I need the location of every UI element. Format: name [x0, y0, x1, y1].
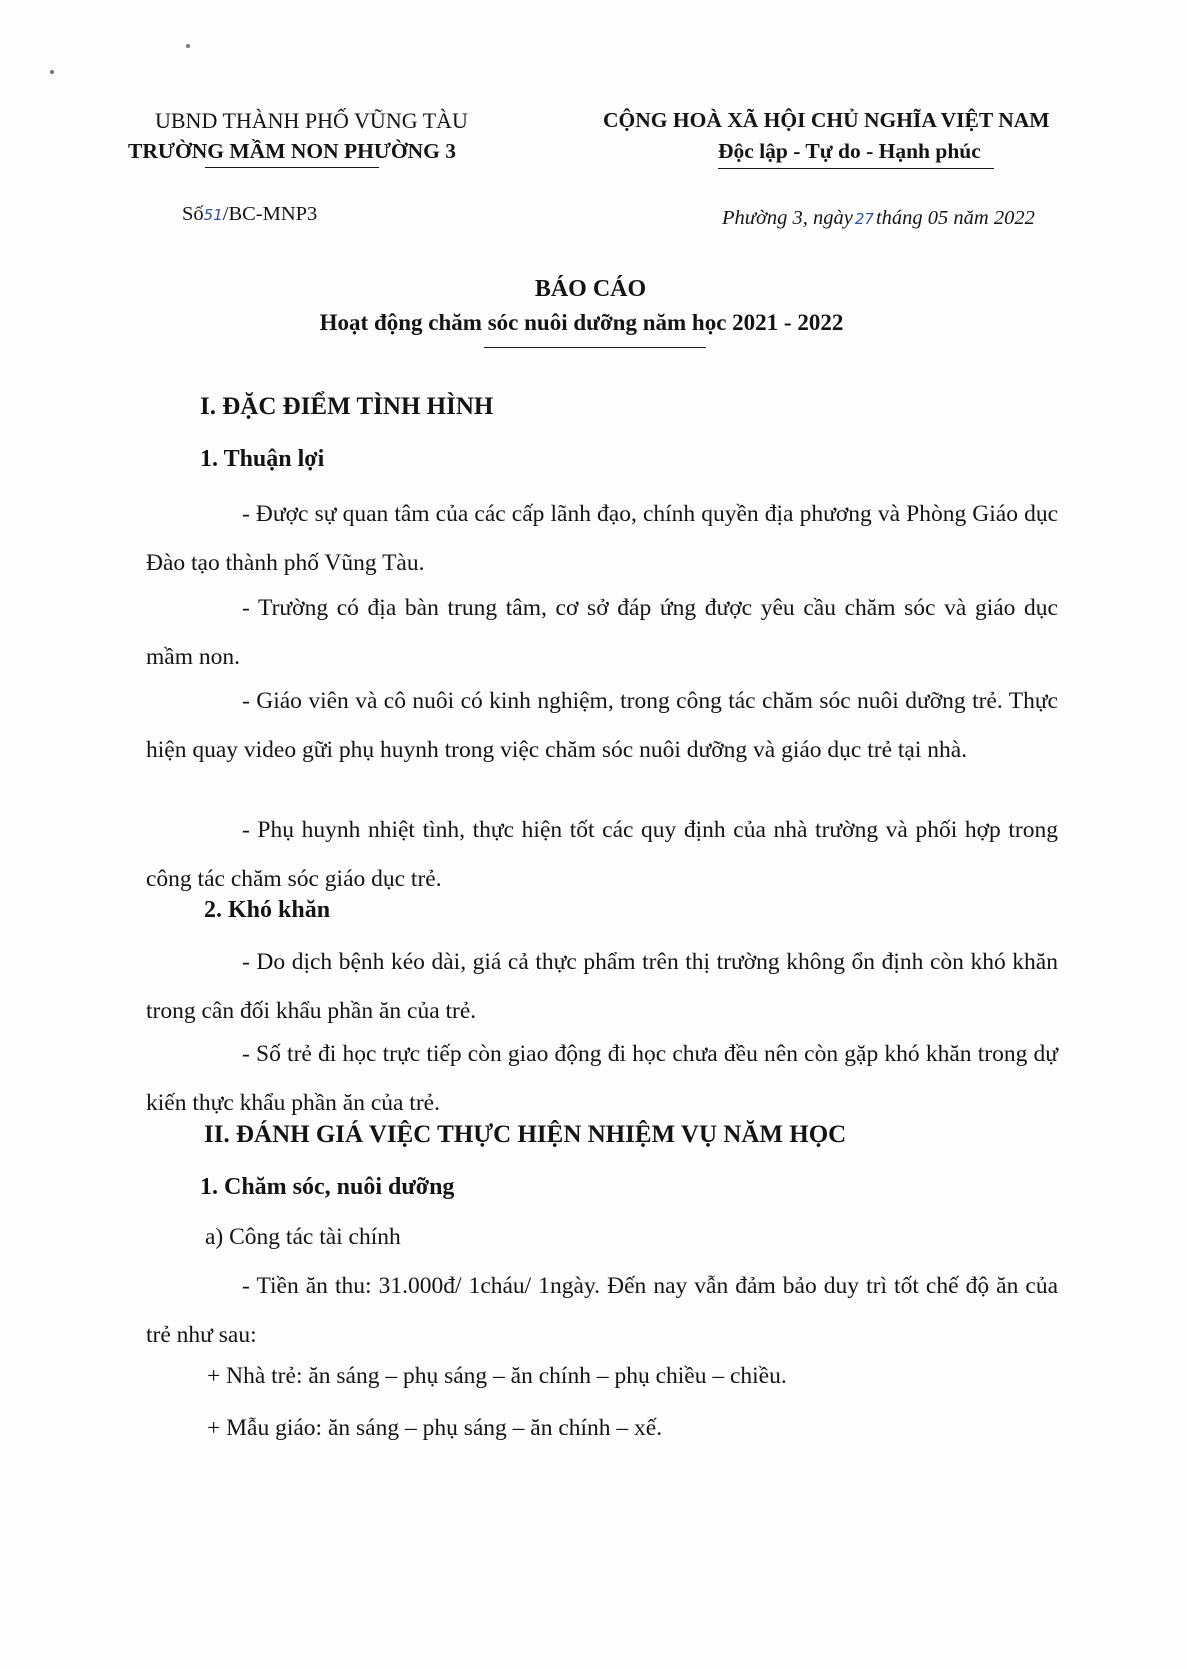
paragraph-difficulty-2: - Số trẻ đi học trực tiếp còn giao động đi học chưa đều nên còn gặp khó khăn trong dự kiến thực khẩu phần ăn của trẻ.: [146, 1041, 1058, 1116]
paragraph-difficulty-1: - Do dịch bệnh kéo dài, giá cả thực phẩm trên thị trường không ổn định còn khó khăn trong cân đối khẩu phần ăn của trẻ.: [146, 949, 1058, 1024]
paragraph-meal-fee: - Tiền ăn thu: 31.000đ/ 1cháu/ 1ngày. Đến nay vẫn đảm bảo duy trì tốt chế độ ăn của trẻ như sau:: [146, 1273, 1058, 1348]
bullet-kindergarten-meals: + Mẫu giáo: ăn sáng – phụ sáng – ăn chính – xế.: [207, 1415, 663, 1441]
item-finance: a) Công tác tài chính: [205, 1224, 401, 1250]
bullet-nursery-meals: + Nhà trẻ: ăn sáng – phụ sáng – ăn chính – phụ chiều – chiều.: [207, 1363, 787, 1389]
school-name-underline: [205, 167, 379, 168]
doc-number-suffix: /BC-MNP3: [222, 203, 318, 225]
section-heading-2: II. ĐÁNH GIÁ VIỆC THỰC HIỆN NHIỆM VỤ NĂM HỌC: [204, 1121, 847, 1148]
national-title: CỘNG HOÀ XÃ HỘI CHỦ NGHĨA VIỆT NAM: [603, 108, 1050, 132]
title-underline: [484, 347, 706, 348]
scan-speck: [186, 44, 190, 48]
report-title: BÁO CÁO: [534, 276, 647, 302]
paragraph-advantage-3: - Giáo viên và cô nuôi có kinh nghiệm, trong công tác chăm sóc nuôi dưỡng trẻ. Thực hiện quay video gữi phụ huynh trong việc chăm sóc nuôi dưỡng và giáo dục trẻ tại nhà.: [146, 688, 1058, 763]
document-date: [722, 207, 1035, 230]
date-suffix: tháng 05 năm 2022: [875, 207, 1035, 229]
subsection-care-nutrition: 1. Chăm sóc, nuôi dưỡng: [200, 1174, 455, 1200]
date-prefix: Phường 3, ngày: [722, 207, 853, 229]
document-number: [182, 203, 317, 226]
date-day-handwritten: 27: [854, 210, 874, 228]
section-heading-1: I. ĐẶC ĐIỂM TÌNH HÌNH: [200, 393, 494, 420]
school-name: TRƯỜNG MẦM NON PHƯỜNG 3: [128, 139, 457, 163]
scan-speck: [50, 70, 54, 74]
agency-name: UBND THÀNH PHỐ VŨNG TÀU: [155, 108, 468, 133]
national-motto: Độc lập - Tự do - Hạnh phúc: [718, 139, 981, 163]
report-subtitle: Hoạt động chăm sóc nuôi dưỡng năm học 2021 - 2022: [319, 310, 844, 335]
subsection-advantages: 1. Thuận lợi: [200, 446, 325, 472]
subsection-difficulties: 2. Khó khăn: [204, 897, 331, 923]
paragraph-advantage-4: - Phụ huynh nhiệt tình, thực hiện tốt các quy định của nhà trường và phối hợp trong công tác chăm sóc giáo dục trẻ.: [146, 817, 1058, 892]
doc-number-handwritten: 51: [203, 206, 223, 224]
national-motto-underline: [718, 168, 994, 169]
doc-number-prefix: Số: [182, 203, 204, 225]
paragraph-advantage-1: - Được sự quan tâm của các cấp lãnh đạo, chính quyền địa phương và Phòng Giáo dục Đào tạo thành phố Vũng Tàu.: [146, 501, 1058, 576]
paragraph-advantage-2: - Trường có địa bàn trung tâm, cơ sở đáp ứng được yêu cầu chăm sóc và giáo dục mầm non.: [146, 595, 1058, 670]
